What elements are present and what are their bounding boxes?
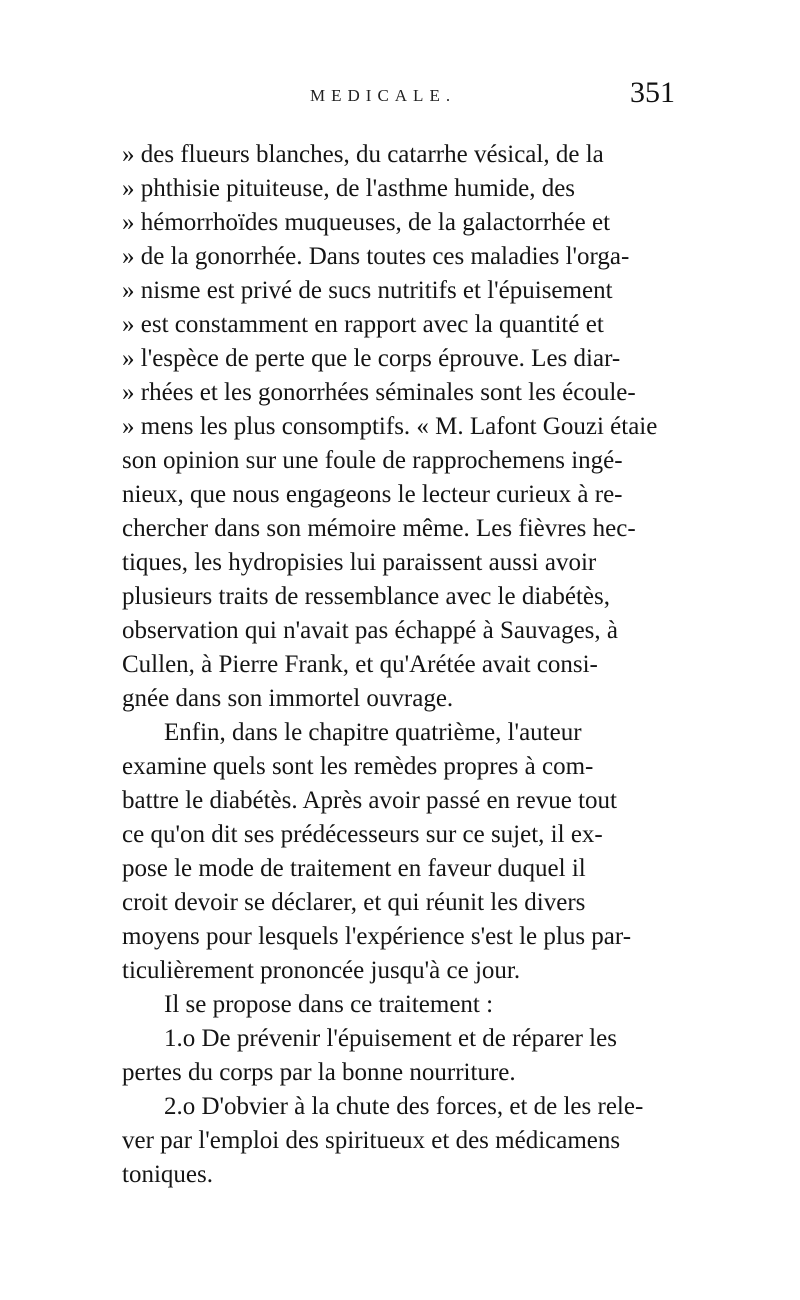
text-line-4: » de la gonorrhée. Dans toutes ces maladies l'orga-: [122, 243, 630, 270]
text-line-7: » l'espèce de perte que le corps éprouve. Les diar-: [122, 345, 621, 372]
text-line-28: pertes du corps par la bonne nourriture.: [122, 1059, 516, 1086]
text-line-14: plusieurs traits de ressemblance avec le diabétès,: [122, 583, 611, 610]
text-line-30: ver par l'emploi des spiritueux et des médicamens: [122, 1127, 621, 1154]
text-line-10: son opinion sur une foule de rapprochemens ingé-: [122, 447, 623, 474]
text-line-5: » nisme est privé de sucs nutritifs et l'épuisement: [122, 277, 613, 304]
text-line-24: moyens pour lesquels l'expérience s'est le plus par-: [122, 923, 632, 950]
text-line-6: » est constamment en rapport avec la quantité et: [122, 311, 604, 338]
text-line-31: toniques.: [122, 1161, 213, 1188]
text-line-20: battre le diabétès. Après avoir passé en revue tout: [122, 787, 617, 814]
page-number: 351: [630, 76, 675, 109]
text-line-19: examine quels sont les remèdes propres à com-: [122, 753, 594, 780]
text-line-1: » des flueurs blanches, du catarrhe vésical, de la: [122, 141, 604, 168]
text-line-9: » mens les plus consomptifs. « M. Lafont Gouzi étaie: [122, 413, 658, 440]
text-line-21: ce qu'on dit ses prédécesseurs sur ce sujet, il ex-: [122, 821, 603, 848]
text-line-15: observation qui n'avait pas échappé à Sauvages, à: [122, 617, 618, 644]
text-line-3: » hémorrhoïdes muqueuses, de la galactorrhée et: [122, 209, 611, 236]
text-line-25: ticulièrement prononcée jusqu'à ce jour.: [122, 957, 521, 984]
text-line-2: » phthisie pituiteuse, de l'asthme humide, des: [122, 175, 576, 202]
text-line-22: pose le mode de traitement en faveur duquel il: [122, 855, 586, 882]
text-line-29: 2.o D'obvier à la chute des forces, et de les rele-: [164, 1093, 644, 1120]
text-line-8: » rhées et les gonorrhées séminales sont les écoule-: [122, 379, 636, 406]
text-line-27: 1.o De prévenir l'épuisement et de réparer les: [164, 1025, 617, 1052]
text-line-13: tiques, les hydropisies lui paraissent aussi avoir: [122, 549, 597, 576]
running-title: MEDICALE.: [310, 86, 457, 105]
text-line-18: Enfin, dans le chapitre quatrième, l'auteur: [164, 719, 582, 746]
text-line-11: nieux, que nous engageons le lecteur curieux à re-: [122, 481, 623, 508]
text-line-17: gnée dans son immortel ouvrage.: [122, 685, 454, 712]
text-line-23: croit devoir se déclarer, et qui réunit les divers: [122, 889, 586, 916]
text-line-12: chercher dans son mémoire même. Les fièvres hec-: [122, 515, 636, 542]
text-line-26: Il se propose dans ce traitement :: [164, 991, 494, 1018]
text-line-16: Cullen, à Pierre Frank, et qu'Arétée avait consi-: [122, 651, 598, 678]
